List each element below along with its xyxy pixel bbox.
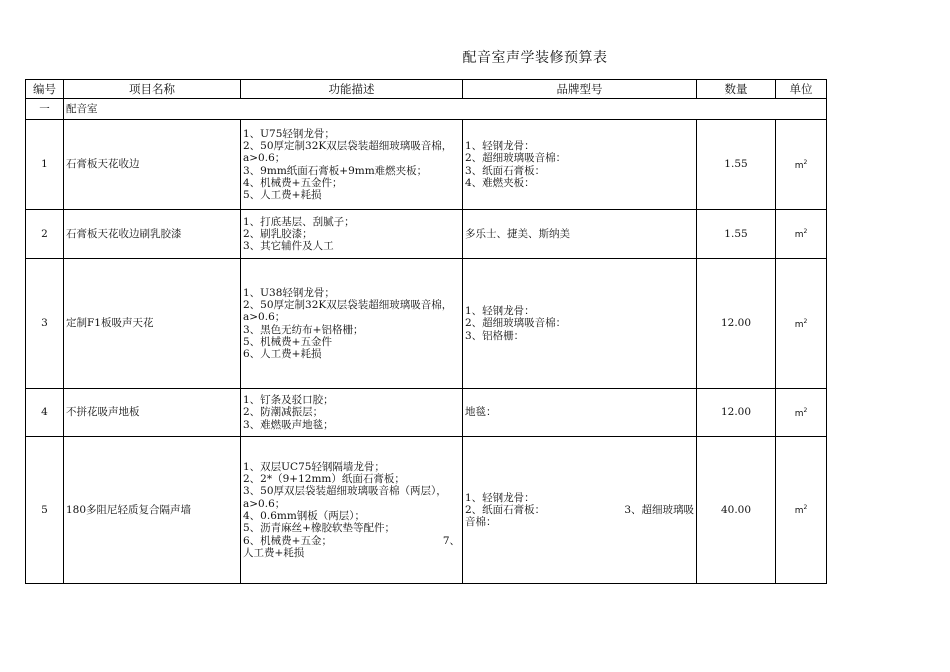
desc-line: 5、人工费+耗损: [243, 189, 322, 202]
row-qty[interactable]: 40.00: [697, 437, 776, 584]
row-brand[interactable]: [463, 210, 697, 259]
desc-line: 3、50厚双层袋装超细玻璃吸音棉（两层），a>0.6；: [243, 485, 447, 510]
header-unit[interactable]: 单位: [776, 80, 827, 99]
unit-base: m: [794, 506, 804, 517]
desc-line: 5、机械费+五金件: [243, 335, 332, 348]
desc-line: [243, 535, 460, 547]
table-row: [26, 210, 827, 259]
header-brand[interactable]: 品牌型号: [463, 80, 697, 99]
row-desc[interactable]: [241, 210, 463, 259]
row-unit[interactable]: [776, 437, 827, 584]
desc-line: 1、U38轻钢龙骨；: [243, 286, 335, 299]
brand-line: 3、铝格栅：: [465, 329, 525, 342]
row-name[interactable]: 不拼花吸声地板: [64, 389, 241, 437]
header-row: [26, 80, 827, 99]
row-desc[interactable]: [241, 120, 463, 210]
desc-line: 3、黑色无纺布+铝格栅；: [243, 323, 364, 336]
unit-base: m: [794, 230, 804, 241]
desc-line: 2、50厚定制32K双层袋装超细玻璃吸音棉，a>0.6；: [243, 298, 453, 324]
row-desc[interactable]: [241, 437, 463, 584]
row-brand[interactable]: [463, 120, 697, 210]
header-desc[interactable]: 功能描述: [241, 80, 463, 99]
unit-exponent: 2: [803, 317, 808, 325]
row-brand[interactable]: [463, 259, 697, 389]
row-desc[interactable]: [241, 389, 463, 437]
desc-line: 1、钉条及驳口胶；: [243, 394, 334, 407]
brand-line: 1、轻钢龙骨：: [465, 139, 535, 152]
desc-line: 2、防潮减振层；: [243, 406, 324, 419]
brand-line: 地毯：: [465, 406, 497, 419]
row-name[interactable]: 石膏板天花收边刷乳胶漆: [64, 210, 241, 259]
desc-line: 3、难燃吸声地毯；: [243, 418, 334, 431]
table-row: [26, 120, 827, 210]
desc-line: 1、U75轻钢龙骨；: [243, 127, 335, 140]
header-no[interactable]: 编号: [26, 80, 64, 99]
row-no[interactable]: 1: [26, 120, 64, 210]
desc-line-part: 7、: [442, 534, 460, 547]
row-unit[interactable]: [776, 259, 827, 389]
brand-line: 2、超细玻璃吸音棉：: [465, 317, 567, 330]
row-name[interactable]: 180多阻尼轻质复合隔声墙: [64, 437, 241, 584]
header-qty[interactable]: 数量: [697, 80, 776, 99]
row-name[interactable]: 定制F1板吸声天花: [64, 259, 241, 389]
desc-line: 1、双层UC75轻钢隔墙龙骨；: [243, 460, 385, 473]
row-unit[interactable]: [776, 210, 827, 259]
row-brand[interactable]: [463, 437, 697, 584]
row-brand[interactable]: [463, 389, 697, 437]
row-qty[interactable]: 1.55: [697, 210, 776, 259]
row-qty[interactable]: 12.00: [697, 389, 776, 437]
desc-line: 人工费+耗损: [243, 546, 305, 559]
unit-base: m: [794, 319, 804, 330]
desc-line: 2、50厚定制32K双层袋装超细玻璃吸音棉，a>0.6；: [243, 139, 453, 165]
brand-line: [465, 504, 694, 516]
row-qty[interactable]: 1.55: [697, 120, 776, 210]
table-row: [26, 437, 827, 584]
desc-line-part: 6、机械费+五金；: [243, 534, 332, 547]
brand-line: 多乐士、捷美、斯纳美: [465, 227, 570, 240]
row-qty[interactable]: 12.00: [697, 259, 776, 389]
desc-line: 4、机械费+五金件；: [243, 176, 343, 189]
budget-table: [25, 79, 827, 584]
desc-line: 6、人工费+耗损: [243, 348, 322, 361]
brand-line: 3、纸面石膏板：: [465, 164, 546, 177]
desc-line: 3、其它辅件及人工: [243, 240, 334, 253]
row-no[interactable]: 4: [26, 389, 64, 437]
brand-line-part: 2、纸面石膏板：: [465, 503, 546, 516]
brand-line: 4、难燃夹板：: [465, 176, 535, 189]
desc-line: 1、打底基层、刮腻子；: [243, 215, 355, 228]
section-no[interactable]: 一: [26, 99, 64, 120]
header-name[interactable]: 项目名称: [64, 80, 241, 99]
row-desc[interactable]: [241, 259, 463, 389]
desc-line: 4、0.6mm钢板（两层）；: [243, 510, 366, 522]
desc-line: 2、2*（9+12mm）纸面石膏板；: [243, 473, 405, 486]
section-row: [26, 99, 827, 120]
unit-base: m: [794, 408, 804, 419]
brand-line-part: 3、超细玻璃吸: [624, 503, 694, 516]
section-name[interactable]: 配音室: [64, 99, 827, 120]
brand-line: 1、轻钢龙骨：: [465, 305, 535, 318]
table-row: [26, 259, 827, 389]
sheet-title: 配音室声学装修预算表: [462, 50, 608, 66]
brand-line: 音棉：: [465, 516, 497, 529]
desc-line: 3、9mm纸面石膏板+9mm难燃夹板；: [243, 164, 428, 177]
table-row: [26, 389, 827, 437]
row-unit[interactable]: [776, 120, 827, 210]
unit-exponent: 2: [803, 406, 808, 414]
desc-line: 2、刷乳胶漆；: [243, 227, 313, 240]
brand-line: 1、轻钢龙骨：: [465, 491, 535, 504]
brand-line: 2、超细玻璃吸音棉：: [465, 152, 567, 165]
unit-exponent: 2: [803, 228, 808, 236]
unit-exponent: 2: [803, 158, 808, 166]
row-no[interactable]: 2: [26, 210, 64, 259]
unit-exponent: 2: [803, 504, 808, 512]
row-no[interactable]: 3: [26, 259, 64, 389]
unit-base: m: [794, 160, 804, 171]
desc-line: 5、沥青麻丝+橡胶软垫等配件；: [243, 522, 395, 535]
row-name[interactable]: 石膏板天花收边: [64, 120, 241, 210]
row-no[interactable]: 5: [26, 437, 64, 584]
row-unit[interactable]: [776, 389, 827, 437]
